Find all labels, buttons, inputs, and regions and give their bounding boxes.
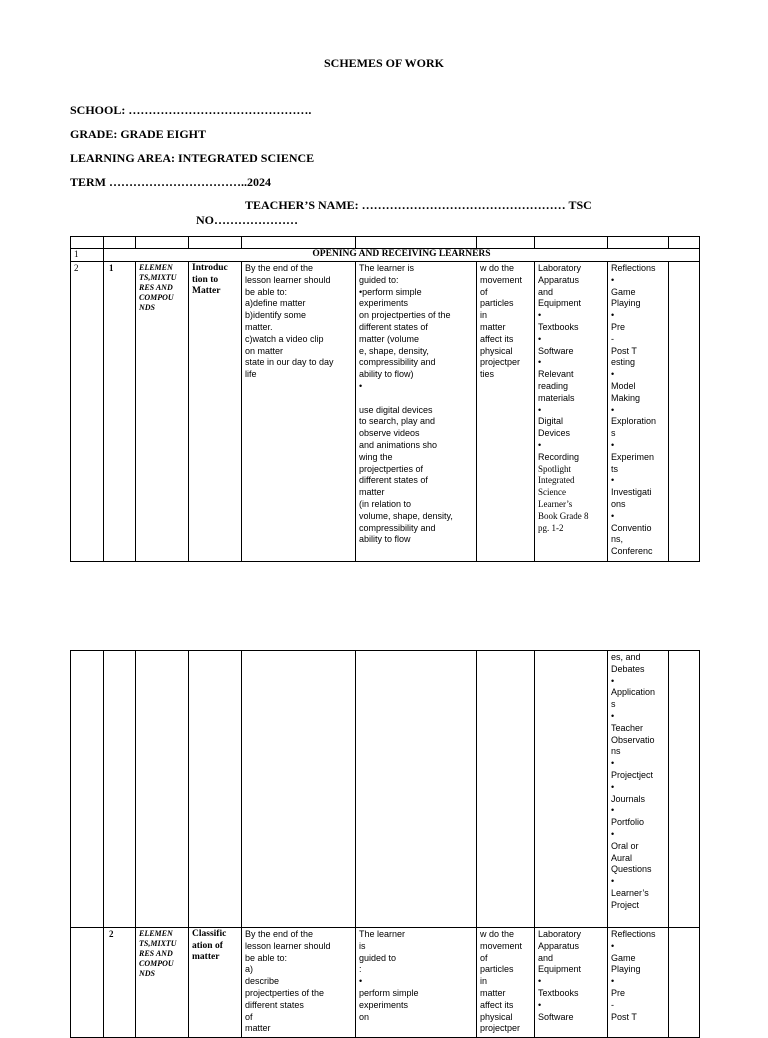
- learning-area-line: LEARNING AREA: INTEGRATED SCIENCE: [70, 151, 315, 165]
- cell-line: Equipment: [538, 298, 582, 309]
- cell-line: matter: [359, 487, 385, 498]
- cell-line: projectper: [480, 357, 521, 368]
- cell-line: in: [480, 976, 488, 987]
- cell-line: e, shape, density,: [359, 345, 429, 356]
- cell-line: a): [245, 964, 254, 975]
- cell-line: and: [538, 286, 554, 297]
- learning-experiences-text: [359, 929, 473, 1023]
- cell-line: Teacher: [611, 722, 644, 733]
- cell-line: •: [538, 976, 542, 987]
- cell-line: •: [611, 510, 615, 521]
- tsc-number-line: NO…………………: [196, 213, 298, 227]
- cell-line: matter: [480, 321, 506, 332]
- cell-line: s: [611, 428, 616, 439]
- cell-line: Journals: [611, 793, 646, 804]
- table-row-lesson-2: [71, 928, 700, 1038]
- cell-line: matter.: [245, 321, 273, 332]
- cell-line: •: [611, 828, 615, 839]
- learning-resources-cell: [535, 262, 608, 562]
- cell-line: tion to: [192, 274, 219, 285]
- cell-line: Experimen: [611, 451, 655, 462]
- cell-line: Laboratory: [538, 263, 582, 273]
- cell-line: ons: [611, 498, 626, 509]
- cell-line: ability to flow): [359, 369, 414, 380]
- cell-line: movement: [480, 274, 523, 285]
- cell-line: ns: [611, 746, 621, 757]
- cell-line: Apparatus: [538, 940, 580, 951]
- cell-line: Pre: [611, 321, 626, 332]
- cell-line: different states of: [359, 321, 428, 332]
- cell-line: Project: [611, 899, 640, 910]
- cell-line: NDS: [139, 969, 156, 978]
- cell-line: s: [611, 699, 616, 710]
- cell-line: •: [538, 357, 542, 368]
- learning-resources-cell: [535, 928, 608, 1038]
- cell-line: Relevant: [538, 369, 574, 380]
- cell-line: ability to flow: [359, 534, 411, 545]
- cell-line: Post T: [611, 345, 637, 356]
- grade-line: GRADE: GRADE EIGHT: [70, 127, 207, 141]
- cell-line: Exploration: [611, 416, 657, 427]
- cell-line: COMPOU: [139, 959, 174, 968]
- assessment-text: [611, 263, 665, 558]
- cell-line: Game: [611, 952, 636, 963]
- strand-text: [139, 929, 185, 979]
- cell-line: Model: [611, 380, 636, 391]
- cell-line: movement: [480, 940, 523, 951]
- cell-line: Software: [538, 345, 574, 356]
- sub-strand-text: [192, 929, 238, 964]
- cell-line: Learner’s: [538, 498, 573, 509]
- cell-line: Classific: [192, 929, 227, 939]
- cell-line: observe videos: [359, 428, 420, 439]
- cell-line: Laboratory: [538, 929, 582, 939]
- cell-line: projectper: [480, 1023, 521, 1034]
- cell-line: The learner is: [359, 263, 415, 273]
- cell-line: in: [480, 310, 488, 321]
- cell-line: Projectject: [611, 769, 654, 780]
- cell-line: describe: [245, 976, 280, 987]
- reflection-cell: [669, 928, 700, 1038]
- learning-outcomes-cell: [242, 928, 356, 1038]
- cell-line: particles: [480, 964, 514, 975]
- assessment-text: [611, 652, 665, 912]
- learning-experiences-cell: [356, 262, 477, 562]
- cell-line: •: [611, 710, 615, 721]
- cell-line: life: [245, 369, 257, 380]
- cell-line: •: [611, 675, 615, 686]
- cell-line: experiments: [359, 999, 409, 1010]
- assessment-cell: [608, 262, 669, 562]
- cell-line: reading: [538, 380, 569, 391]
- inquiry-question-text: [480, 263, 531, 381]
- cell-line: :: [359, 964, 362, 975]
- cell-line: RES AND: [139, 949, 173, 958]
- cell-line: Playing: [611, 964, 641, 975]
- cell-line: guided to: [359, 952, 397, 963]
- cell-line: ties: [480, 369, 495, 380]
- cell-line: Devices: [538, 428, 571, 439]
- table-row-continued: [71, 651, 700, 928]
- cell-line: •: [611, 310, 615, 321]
- cell-line: compressibility and: [359, 522, 436, 533]
- assessment-cell-continued: [608, 651, 669, 928]
- document-title: SCHEMES OF WORK: [323, 56, 445, 70]
- cell-line: guided to:: [359, 274, 399, 285]
- cell-line: of: [480, 952, 488, 963]
- cell-line: ns,: [611, 534, 624, 545]
- assessment-cell: [608, 928, 669, 1038]
- cell-line: Making: [611, 392, 641, 403]
- assessment-text: [611, 929, 665, 1023]
- sub-strand-text: [192, 263, 238, 298]
- cell-line: •: [611, 274, 615, 285]
- cell-line: particles: [480, 298, 514, 309]
- cell-line: lesson learner should: [245, 274, 331, 285]
- cell-line: ELEMEN: [139, 929, 173, 938]
- cell-line: Portfolio: [611, 817, 645, 828]
- cell-line: By the end of the: [245, 263, 314, 273]
- cell-line: physical: [480, 1011, 513, 1022]
- inquiry-question-cell: [477, 928, 535, 1038]
- cell-line: wing the: [359, 451, 393, 462]
- cell-line: w do the: [480, 263, 515, 273]
- lesson-number: 1: [104, 262, 136, 562]
- cell-line: materials: [538, 392, 575, 403]
- cell-line: NDS: [139, 303, 156, 312]
- cell-line: Investigati: [611, 487, 652, 498]
- table-row-week-1: [71, 249, 700, 262]
- cell-line: matter: [245, 1023, 271, 1034]
- cell-line: state in our day to day: [245, 357, 334, 368]
- cell-line: Apparatus: [538, 274, 580, 285]
- cell-line: •: [611, 876, 615, 887]
- cell-line: •: [611, 805, 615, 816]
- learning-outcomes-text: [245, 929, 352, 1035]
- cell-line: Pre: [611, 987, 626, 998]
- cell-line: Software: [538, 1011, 574, 1022]
- cell-line: Debates: [611, 663, 645, 674]
- cell-line: •perform simple: [359, 286, 422, 297]
- lesson-number: 2: [104, 928, 136, 1038]
- cell-line: lesson learner should: [245, 940, 331, 951]
- teacher-name-line: TEACHER’S NAME: …………………………………………… TSC: [245, 198, 592, 212]
- cell-line: on: [359, 1011, 370, 1022]
- learning-resources-text: [538, 929, 604, 1023]
- cell-line: to search, play and: [359, 416, 436, 427]
- learning-experiences-text: [359, 263, 473, 546]
- cell-line: •: [611, 439, 615, 450]
- cell-line: •: [611, 940, 615, 951]
- cell-line: pg. 1-2: [538, 522, 564, 533]
- cell-line: ts: [611, 463, 619, 474]
- cell-line: Application: [611, 687, 656, 698]
- strand-text: [139, 263, 185, 313]
- strand-cell: [136, 262, 189, 562]
- cell-line: projectperties of: [359, 463, 424, 474]
- table-header-row: [71, 237, 700, 249]
- scheme-table-page1: [70, 236, 700, 562]
- cell-line: on matter: [245, 345, 284, 356]
- cell-line: and animations sho: [359, 439, 438, 450]
- term-line: TERM ……………………………..2024: [70, 175, 271, 189]
- cell-line: perform simple: [359, 987, 419, 998]
- inquiry-question-text: [480, 929, 531, 1035]
- cell-line: b)identify some: [245, 310, 307, 321]
- cell-line: •: [611, 404, 615, 415]
- sub-strand-cell: [189, 928, 242, 1038]
- cell-line: Equipment: [538, 964, 582, 975]
- cell-line: •: [538, 333, 542, 344]
- cell-line: •: [538, 310, 542, 321]
- learning-resources-text: [538, 263, 604, 464]
- cell-line: Game: [611, 286, 636, 297]
- strand-cell: [136, 928, 189, 1038]
- learning-outcomes-cell: [242, 262, 356, 562]
- cell-line: volume, shape, density,: [359, 510, 453, 521]
- reflection-cell: [669, 262, 700, 562]
- cell-line: ation of: [192, 940, 223, 951]
- cell-line: affect its: [480, 333, 514, 344]
- cell-line: ELEMEN: [139, 263, 173, 272]
- cell-line: TS,MIXTU: [139, 273, 177, 282]
- cell-line: w do the: [480, 929, 515, 939]
- cell-line: Matter: [192, 286, 221, 296]
- cell-line: Textbooks: [538, 987, 579, 998]
- cell-line: experiments: [359, 298, 409, 309]
- cell-line: •: [611, 475, 615, 486]
- week-number: 1: [71, 249, 104, 262]
- cell-line: •: [359, 380, 363, 391]
- cell-line: Reflections: [611, 263, 656, 273]
- cell-line: Learner’s: [611, 887, 649, 898]
- cell-line: •: [611, 758, 615, 769]
- cell-line: be able to:: [245, 952, 288, 963]
- cell-line: Observatio: [611, 734, 655, 745]
- cell-line: •: [611, 781, 615, 792]
- cell-line: •: [611, 369, 615, 380]
- inquiry-question-cell: [477, 262, 535, 562]
- cell-line: Integrated: [538, 475, 575, 486]
- cell-line: Questions: [611, 864, 652, 875]
- cell-line: matter (volume: [359, 333, 420, 344]
- learning-resources-book: [538, 464, 604, 535]
- learning-experiences-cell: [356, 928, 477, 1038]
- cell-line: Post T: [611, 1011, 637, 1022]
- cell-line: Digital: [538, 416, 564, 427]
- cell-line: affect its: [480, 999, 514, 1010]
- cell-line: Textbooks: [538, 321, 579, 332]
- cell-line: TS,MIXTU: [139, 939, 177, 948]
- cell-line: is: [359, 940, 366, 951]
- opening-row-text: OPENING AND RECEIVING LEARNERS: [104, 249, 700, 262]
- cell-line: of: [480, 286, 488, 297]
- week-number: 2: [71, 262, 104, 562]
- cell-line: compressibility and: [359, 357, 436, 368]
- cell-line: Aural: [611, 852, 633, 863]
- cell-line: be able to:: [245, 286, 288, 297]
- cell-line: Introduc: [192, 263, 228, 273]
- cell-line: •: [359, 976, 363, 987]
- cell-line: a)define matter: [245, 298, 306, 309]
- cell-line: Spotlight: [538, 463, 572, 474]
- cell-line: physical: [480, 345, 513, 356]
- school-line: SCHOOL: ……………………………………….: [70, 103, 312, 117]
- cell-line: (in relation to: [359, 498, 412, 509]
- cell-line: -: [611, 999, 614, 1010]
- cell-line: on projectperties of the: [359, 310, 451, 321]
- cell-line: and: [538, 952, 554, 963]
- cell-line: Playing: [611, 298, 641, 309]
- cell-line: Recording: [538, 451, 580, 462]
- cell-line: RES AND: [139, 283, 173, 292]
- cell-line: The learner: [359, 929, 406, 939]
- cell-line: [359, 393, 473, 405]
- cell-line: COMPOU: [139, 293, 174, 302]
- cell-line: •: [538, 404, 542, 415]
- cell-line: use digital devices: [359, 404, 433, 415]
- cell-line: •: [538, 999, 542, 1010]
- cell-line: es, and: [611, 652, 641, 662]
- cell-line: Book Grade 8: [538, 510, 589, 521]
- sub-strand-cell: [189, 262, 242, 562]
- table-row-week-2: [71, 262, 700, 562]
- cell-line: esting: [611, 357, 636, 368]
- cell-line: c)watch a video clip: [245, 333, 324, 344]
- cell-line: Conferenc: [611, 546, 653, 557]
- learning-outcomes-text: [245, 263, 352, 381]
- cell-line: Oral or: [611, 840, 639, 851]
- cell-line: matter: [192, 952, 220, 962]
- cell-line: different states of: [359, 475, 428, 486]
- cell-line: By the end of the: [245, 929, 314, 939]
- cell-line: Reflections: [611, 929, 656, 939]
- cell-line: -: [611, 333, 614, 344]
- cell-line: •: [611, 976, 615, 987]
- cell-line: Conventio: [611, 522, 652, 533]
- cell-line: different states: [245, 999, 304, 1010]
- cell-line: of: [245, 1011, 253, 1022]
- scheme-table-page2: [70, 650, 700, 1038]
- cell-line: •: [538, 439, 542, 450]
- cell-line: matter: [480, 987, 506, 998]
- cell-line: Science: [538, 487, 566, 498]
- cell-line: projectperties of the: [245, 987, 325, 998]
